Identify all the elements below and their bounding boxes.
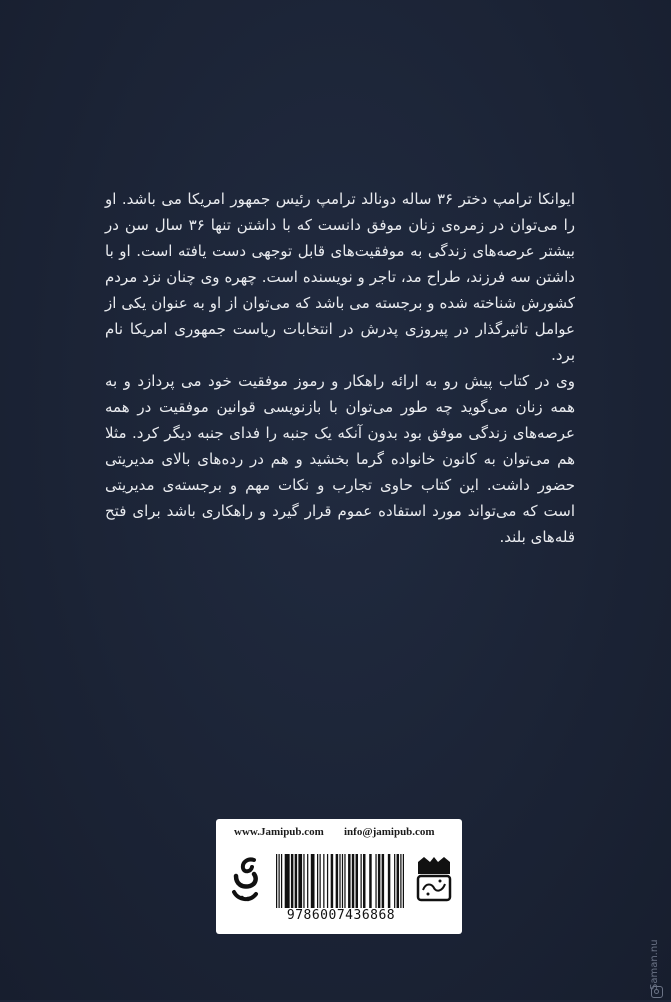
isbn-barcode xyxy=(274,854,406,908)
barcode-bar xyxy=(291,854,293,908)
barcode-bar xyxy=(352,854,354,908)
barcode-bar xyxy=(317,854,318,908)
barcode-bar xyxy=(375,854,376,908)
barcode-bar xyxy=(336,854,338,908)
barcode-bar xyxy=(285,854,290,908)
barcode-bar xyxy=(331,854,333,908)
barcode-bar xyxy=(378,854,380,908)
barcode-bar xyxy=(276,854,277,908)
barcode-bar xyxy=(394,854,395,908)
barcode-bar xyxy=(388,854,390,908)
blurb-paragraph-1: ایوانکا ترامپ دختر ۳۶ ساله دونالد ترامپ رئیس جمهور امریکا می باشد. او را می‌توان در زمره‌ی زنان موفق دانست که با داشتن تنها ۳۶ سال سن در بیشتر عرصه‌های زندگی به موفقیت‌های قابل توجهی دست یافته است. او با داشتن سه فرزند، طراح مد، تاجر و نویسنده است. چهره وی چنان نزد مردم کشورش شناخته شده و برجسته می باشد که می‌توان از او به عنوان یکی از عوامل تاثیرگذار در پیروزی پدرش در انتخابات ریاست جمهوری امریکا نام برد. xyxy=(105,190,575,364)
book-blurb xyxy=(105,186,575,550)
isbn-number: 9786007436868 xyxy=(286,908,396,923)
watermark xyxy=(649,862,667,1002)
watermark-text: Saman.nu xyxy=(649,939,660,990)
barcode-bar xyxy=(356,854,358,908)
barcode-bar xyxy=(344,854,345,908)
publisher-info-panel xyxy=(216,819,462,934)
barcode-bar xyxy=(339,854,340,908)
barcode-bar xyxy=(363,854,365,908)
barcode-bar xyxy=(342,854,343,908)
barcode-bar xyxy=(319,854,320,908)
publisher-website: www.Jamipub.com xyxy=(234,826,324,838)
barcode-bar xyxy=(298,854,302,908)
barcode-bar xyxy=(361,854,362,908)
blurb-paragraph-2: وی در کتاب پیش رو به ارائه راهکار و رموز موفقیت خود می پردازد و به همه زنان می‌گوید چه طور می‌توان با بازنویسی قوانین موفقیت در همه عرصه‌های زندگی موفق بود بدون آنکه یک جنبه را فدای جنبه دیگر کرد. مثلا هم می‌توان به کانون خانواده گرما بخشید و هم در رده‌های بالای مدیریتی حضور داشت. این کتاب حاوی تجارب و نکات مهم و برجسته‌ی مدیریتی است که می‌تواند مورد استفاده عموم قرار گیرد و راهکاری باشد برای فتح قله‌های بلند. xyxy=(105,372,575,546)
barcode-bar xyxy=(295,854,297,908)
barcode-bar xyxy=(327,854,328,908)
barcode-bar xyxy=(369,854,371,908)
barcode-bar xyxy=(400,854,401,908)
barcode-bar xyxy=(382,854,384,908)
barcode-bar xyxy=(281,854,282,908)
publisher-logo-emblem xyxy=(414,854,454,906)
barcode-bar xyxy=(303,854,304,908)
barcode-bar xyxy=(403,854,404,908)
barcode-bar xyxy=(323,854,324,908)
instagram-icon xyxy=(651,986,663,998)
barcode-bar xyxy=(278,854,279,908)
barcode-bar xyxy=(311,854,315,908)
publisher-email: info@jamipub.com xyxy=(344,826,435,838)
publisher-logo-jami xyxy=(228,854,262,906)
barcode-bar xyxy=(307,854,308,908)
barcode-bar xyxy=(348,854,350,908)
barcode-bar xyxy=(397,854,399,908)
